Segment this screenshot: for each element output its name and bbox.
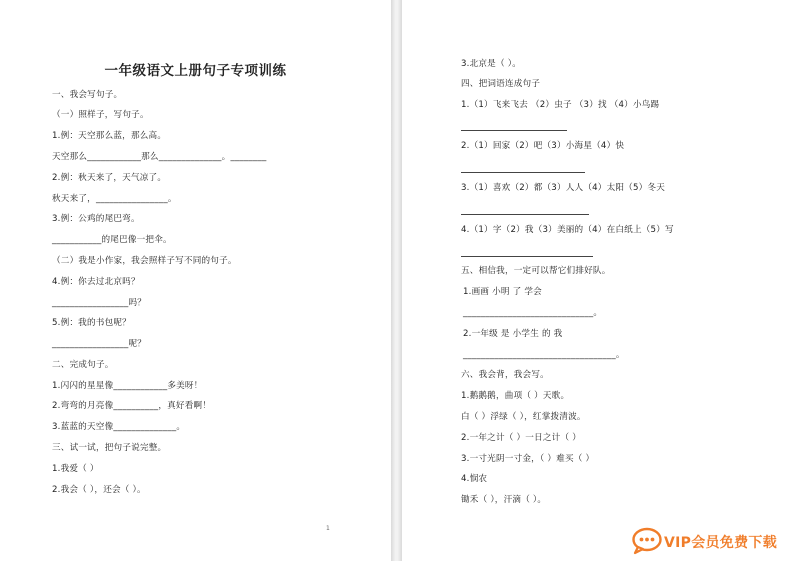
poem-line: 2.一年之计（ ）一日之计（ ）	[461, 433, 581, 443]
document-title: 一年级语文上册句子专项训练	[104, 63, 287, 79]
word-order-item: 2.（1）回家（2）吧（3）小海星（4）快	[461, 141, 625, 151]
answer-line: 天空那么____________那么______________。________	[52, 152, 267, 162]
exercise-line: 2.我会（ ），还会（ ）。	[52, 485, 146, 495]
answer-blank	[461, 214, 589, 215]
answer-line: _________________呢？	[52, 339, 147, 349]
answer-blank	[461, 256, 593, 257]
poem-title: 4.悯农	[461, 474, 488, 484]
section-3-heading: 三、试一试，把句子说完整。	[52, 443, 167, 453]
section-2-heading: 二、完成句子。	[52, 360, 114, 370]
word-order-item: 1.（1）飞来飞去 （2）虫子 （3）找 （4）小鸟踢	[461, 100, 660, 110]
answer-blank	[461, 130, 567, 131]
section-4-heading: 四、把词语连成句子	[461, 79, 541, 89]
exercise-line: 5.例：我的书包呢？	[52, 318, 131, 328]
exercise-line: 1.例：天空那么蓝，那么高。	[52, 131, 167, 141]
word-order-item: 1.画画 小明 了 学会	[463, 287, 542, 297]
answer-line: _____________________________。	[463, 308, 603, 318]
section-1-heading: 一、我会写句子。	[52, 90, 123, 100]
answer-line: _________________吗？	[52, 298, 147, 308]
chat-bubble-icon	[631, 527, 663, 555]
poem-line: 锄禾（ ），汗滴（ ）。	[461, 495, 547, 505]
section-5-heading: 五、相信我，一定可以帮它们排好队。	[461, 266, 611, 276]
subsection-2-heading: （二）我是小作家，我会照样子写不同的句子。	[52, 256, 237, 266]
poem-line: 1.鹅鹅鹅，曲项（ ）天歌。	[461, 391, 570, 401]
word-order-item: 3.（1）喜欢（2）都（3）人人（4）太阳（5）冬天	[461, 183, 666, 193]
answer-line: 秋天来了，________________。	[52, 194, 177, 204]
watermark-text: VIP会员免费下载	[664, 535, 778, 551]
exercise-line: 3.北京是（ ）。	[461, 59, 521, 69]
word-order-item: 2.一年级 是 小学生 的 我	[463, 329, 563, 339]
exercise-line: 3.蓝蓝的天空像______________。	[52, 422, 186, 432]
exercise-line: 2.例：秋天来了，天气凉了。	[52, 173, 167, 183]
answer-blank	[461, 172, 585, 173]
answer-line: ___________的尾巴像一把伞。	[52, 235, 172, 245]
subsection-1-heading: （一）照样子，写句子。	[52, 110, 149, 120]
word-order-item: 4.（1）字（2）我（3）美丽的（4）在白纸上（5）写	[461, 225, 674, 235]
exercise-line: 1.闪闪的星星像____________多美呀！	[52, 381, 203, 391]
poem-line: 白（ ）浮绿（ ），红掌拨清波。	[461, 412, 586, 422]
page-number: 1	[326, 525, 330, 532]
exercise-line: 4.例：你去过北京吗？	[52, 277, 140, 287]
left-page	[0, 0, 391, 561]
answer-line: __________________________________。	[463, 350, 625, 360]
exercise-line: 1.我爱（ ）	[52, 464, 99, 474]
exercise-line: 3.例：公鸡的尾巴弯。	[52, 214, 140, 224]
poem-line: 3.一寸光阴一寸金，（ ）难买（ ）	[461, 454, 595, 464]
section-6-heading: 六、我会背，我会写。	[461, 370, 549, 380]
exercise-line: 2.弯弯的月亮像__________，真好看啊！	[52, 401, 212, 411]
vip-download-watermark[interactable]	[631, 527, 791, 555]
page-gutter	[391, 0, 402, 561]
right-page	[402, 0, 794, 561]
